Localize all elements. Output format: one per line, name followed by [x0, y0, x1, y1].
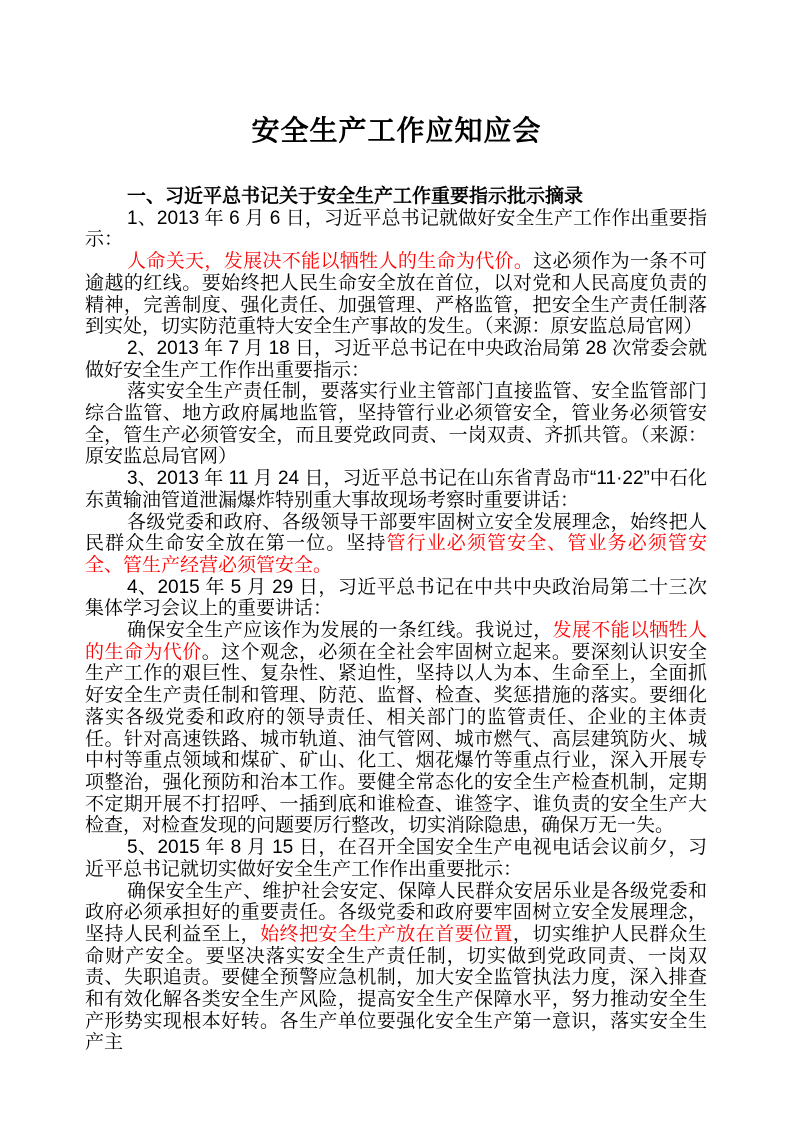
text-run: 一、习近平总书记关于安全生产工作重要指示批示摘录: [127, 186, 584, 207]
text-run: 确保安全生产、维护社会安定、保障人民群众安居乐业是各级党委和政府必须承担好的重要责任。各级党委和政府要牢固树立安全发展理念，坚持人民利益至上，: [85, 880, 707, 945]
text-run: ，切实维护人民群众生命财产安全。要坚决落实安全生产责任制，切实做到党政同责、一岗双责、失职追责。要健全预警应急机制，加大安全监管执法力度，深入排查和有效化解各类安全生产风险，提高安全生产保障水平，努力推动安全生产形势实现根本好转。各生产单位要强化安全生产第一意识，落实安全生产主: [85, 923, 707, 1054]
text-run: 确保安全生产应该作为发展的一条红线。我说过，: [127, 620, 553, 642]
text-run: 各级党委和政府、各级领导干部要牢固树立安全发展理念，始终把人民群众生命安全放在第一位。坚持: [85, 511, 707, 555]
text-run: 1、2013 年 6 月 6 日，习近平总书记就做好安全生产工作作出重要指示：: [85, 207, 707, 251]
paragraph: [85, 620, 707, 837]
paragraph: [85, 208, 707, 251]
text-run: 2、2013 年 7 月 18 日，习近平总书记在中央政治局第 28 次常委会就做好安全生产工作作出重要指示：: [85, 337, 707, 381]
text-run: 3、2013 年 11 月 24 日，习近平总书记在山东省青岛市“11·22”中石化东黄输油管道泄漏爆炸特别重大事故现场考察时重要讲话：: [85, 468, 707, 511]
paragraph: [85, 577, 707, 620]
text-run: 4、2015 年 5 月 29 日，习近平总书记在中共中央政治局第二十三次集体学习会议上的重要讲话：: [85, 576, 707, 620]
paragraph: [85, 338, 707, 381]
paragraph: [85, 381, 707, 468]
text-run: 这必须作为一条不可逾越的红线。要始终把人民生命安全放在首位，以对党和人民高度负责的精神，完善制度、强化责任、加强管理、严格监管，把安全生产责任制落到实处，切实防范重特大安全生产事故的发生。（来源：原安监总局官网）: [85, 251, 707, 338]
document-title: 安全生产工作应知应会: [251, 115, 542, 146]
paragraph: [85, 468, 707, 511]
highlighted-text-run: 人命关天，发展决不能以牺牲人的生命为代价。: [127, 251, 534, 273]
document-body: [85, 186, 707, 1054]
paragraph: [85, 837, 707, 880]
paragraph: [85, 512, 707, 577]
paragraph: [85, 881, 707, 1055]
highlighted-text-run: 始终把安全生产放在首要位置: [260, 923, 513, 945]
text-run: 5、2015 年 8 月 15 日，在召开全国安全生产电视电话会议前夕，习近平总书记就切实做好安全生产工作作出重要批示：: [85, 837, 707, 880]
text-run: 。这个观念，必须在全社会牢固树立起来。要深刻认识安全生产工作的艰巨性、复杂性、紧迫性，坚持以人为本、生命至上，全面抓好安全生产责任制和管理、防范、监督、检查、奖惩措施的落实。要细化落实各级党委和政府的领导责任、相关部门的监管责任、企业的主体责任。针对高速铁路、城市轨道、油气管网、城市燃气、高层建筑防火、城中村等重点领域和煤矿、矿山、化工、烟花爆竹等重点行业，深入开展专项整治，强化预防和治本工作。要健全常态化的安全生产检查机制，定期不定期开展不打招呼、一插到底和谁检查、谁签字、谁负责的安全生产大检查，对检查发现的问题要厉行整改，切实消除隐患，确保万无一失。: [85, 641, 707, 837]
text-run: 落实安全生产责任制，要落实行业主管部门直接监管、安全监管部门综合监管、地方政府属地监管，坚持管行业必须管安全，管业务必须管安全，管生产必须管安全，而且要党政同责、一岗双责、齐抓共管。（来源：原安监总局官网）: [85, 381, 707, 468]
highlighted-text-run: 发展不能以牺牲人的生命为代价: [85, 620, 707, 663]
section-heading: [85, 186, 707, 208]
highlighted-text-run: 管行业必须管安全、管业务必须管安全、管生产经营必须管安全。: [85, 533, 707, 576]
paragraph: [85, 251, 707, 338]
